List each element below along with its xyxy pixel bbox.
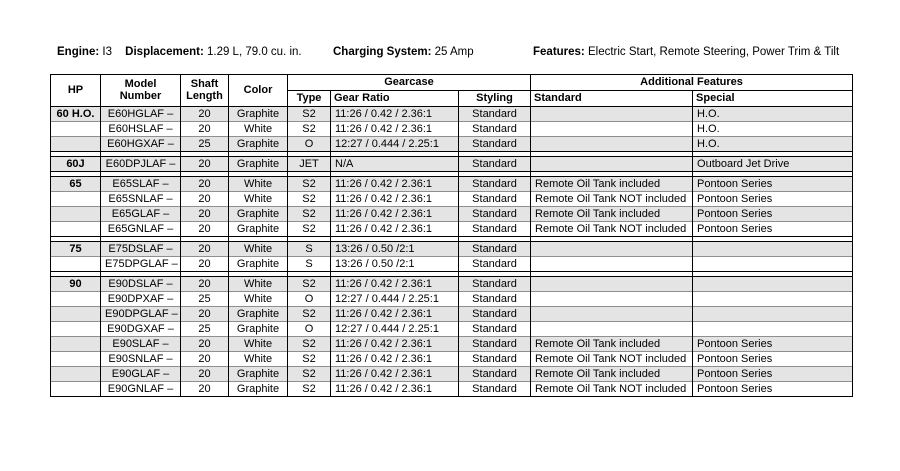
cell-ratio: 11:26 / 0.42 / 2.36:1 (331, 107, 459, 122)
cell-styling: Standard (459, 207, 531, 222)
table-row (51, 367, 853, 382)
cell-model: E65SNLAF – (101, 192, 181, 207)
charging-value: 25 Amp (434, 46, 474, 58)
table-row (51, 382, 853, 397)
cell-type: S2 (288, 307, 331, 322)
cell-color: White (229, 242, 288, 257)
header-additional-features: Additional Features (531, 75, 853, 91)
table-row (51, 177, 853, 192)
header-standard: Standard (531, 91, 693, 107)
cell-type: S2 (288, 367, 331, 382)
cell-hp (51, 367, 101, 382)
cell-ratio: 13:26 / 0.50 /2:1 (331, 242, 459, 257)
cell-color: White (229, 122, 288, 137)
cell-standard (531, 322, 693, 337)
cell-styling: Standard (459, 322, 531, 337)
table-row (51, 292, 853, 307)
engine-label: Engine: (57, 46, 100, 58)
cell-ratio: 12:27 / 0.444 / 2.25:1 (331, 292, 459, 307)
header-type: Type (288, 91, 331, 107)
cell-special: H.O. (693, 107, 853, 122)
cell-special (693, 292, 853, 307)
cell-ratio: 12:27 / 0.444 / 2.25:1 (331, 137, 459, 152)
cell-model: E65GNLAF – (101, 222, 181, 237)
cell-special: Pontoon Series (693, 352, 853, 367)
cell-model: E90SNLAF – (101, 352, 181, 367)
cell-ratio: 11:26 / 0.42 / 2.36:1 (331, 192, 459, 207)
cell-standard (531, 157, 693, 172)
cell-standard (531, 277, 693, 292)
engine-displacement-spec (57, 46, 302, 58)
cell-shaft: 20 (181, 157, 229, 172)
table-row (51, 107, 853, 122)
cell-hp (51, 207, 101, 222)
cell-hp: 60 H.O. (51, 107, 101, 122)
header-special: Special (693, 91, 853, 107)
table-row (51, 277, 853, 292)
cell-color: Graphite (229, 107, 288, 122)
cell-hp: 65 (51, 177, 101, 192)
cell-styling: Standard (459, 177, 531, 192)
table-header (51, 75, 853, 107)
cell-ratio: 11:26 / 0.42 / 2.36:1 (331, 337, 459, 352)
displacement-label: Displacement: (125, 46, 204, 58)
cell-standard (531, 242, 693, 257)
cell-hp (51, 122, 101, 137)
cell-standard (531, 257, 693, 272)
cell-shaft: 20 (181, 382, 229, 397)
table-row (51, 137, 853, 152)
cell-color: White (229, 352, 288, 367)
cell-standard: Remote Oil Tank NOT included (531, 382, 693, 397)
cell-shaft: 25 (181, 322, 229, 337)
cell-hp (51, 382, 101, 397)
cell-shaft: 20 (181, 337, 229, 352)
cell-model: E60HSLAF – (101, 122, 181, 137)
cell-shaft: 20 (181, 307, 229, 322)
table-row (51, 322, 853, 337)
cell-standard: Remote Oil Tank included (531, 337, 693, 352)
cell-hp (51, 322, 101, 337)
cell-type: S2 (288, 337, 331, 352)
charging-system-spec (333, 46, 474, 58)
cell-standard (531, 307, 693, 322)
charging-label: Charging System: (333, 46, 432, 58)
cell-special: Pontoon Series (693, 337, 853, 352)
cell-ratio: 11:26 / 0.42 / 2.36:1 (331, 277, 459, 292)
cell-special: Pontoon Series (693, 177, 853, 192)
cell-styling: Standard (459, 192, 531, 207)
cell-type: S2 (288, 192, 331, 207)
cell-special: Pontoon Series (693, 367, 853, 382)
cell-color: White (229, 292, 288, 307)
features-spec (533, 46, 839, 58)
cell-shaft: 20 (181, 107, 229, 122)
cell-type: S2 (288, 207, 331, 222)
cell-styling: Standard (459, 277, 531, 292)
cell-type: S2 (288, 222, 331, 237)
spec-table-body (51, 107, 853, 397)
cell-styling: Standard (459, 137, 531, 152)
cell-hp (51, 192, 101, 207)
table-row (51, 207, 853, 222)
cell-color: Graphite (229, 322, 288, 337)
cell-model: E90SLAF – (101, 337, 181, 352)
cell-shaft: 20 (181, 122, 229, 137)
features-value: Electric Start, Remote Steering, Power Trim & Tilt (587, 46, 840, 58)
cell-ratio: 11:26 / 0.42 / 2.36:1 (331, 352, 459, 367)
cell-shaft: 20 (181, 352, 229, 367)
cell-hp (51, 337, 101, 352)
cell-color: Graphite (229, 222, 288, 237)
cell-hp (51, 292, 101, 307)
cell-special (693, 277, 853, 292)
cell-styling: Standard (459, 367, 531, 382)
cell-color: White (229, 337, 288, 352)
cell-standard: Remote Oil Tank included (531, 207, 693, 222)
cell-special: Outboard Jet Drive (693, 157, 853, 172)
cell-color: White (229, 177, 288, 192)
features-label: Features: (533, 46, 585, 58)
cell-styling: Standard (459, 222, 531, 237)
cell-model: E90DGXAF – (101, 322, 181, 337)
cell-standard (531, 107, 693, 122)
cell-shaft: 20 (181, 222, 229, 237)
cell-ratio: 11:26 / 0.42 / 2.36:1 (331, 382, 459, 397)
cell-shaft: 20 (181, 277, 229, 292)
cell-special (693, 257, 853, 272)
cell-shaft: 25 (181, 137, 229, 152)
cell-styling: Standard (459, 337, 531, 352)
cell-special: Pontoon Series (693, 222, 853, 237)
cell-type: S (288, 242, 331, 257)
cell-ratio: 11:26 / 0.42 / 2.36:1 (331, 367, 459, 382)
cell-type: JET (288, 157, 331, 172)
cell-hp: 90 (51, 277, 101, 292)
cell-model: E60HGLAF – (101, 107, 181, 122)
cell-standard: Remote Oil Tank NOT included (531, 192, 693, 207)
cell-hp (51, 352, 101, 367)
cell-styling: Standard (459, 307, 531, 322)
cell-special (693, 307, 853, 322)
cell-color: Graphite (229, 307, 288, 322)
cell-ratio: 11:26 / 0.42 / 2.36:1 (331, 307, 459, 322)
header-model-number: Model Number (101, 75, 181, 107)
header-styling: Styling (459, 91, 531, 107)
cell-type: S2 (288, 177, 331, 192)
cell-model: E90GLAF – (101, 367, 181, 382)
cell-hp (51, 307, 101, 322)
cell-model: E90GNLAF – (101, 382, 181, 397)
cell-styling: Standard (459, 382, 531, 397)
cell-special: Pontoon Series (693, 382, 853, 397)
table-row (51, 307, 853, 322)
cell-special: H.O. (693, 137, 853, 152)
cell-special: Pontoon Series (693, 192, 853, 207)
cell-special: H.O. (693, 122, 853, 137)
cell-type: S2 (288, 122, 331, 137)
cell-standard (531, 137, 693, 152)
cell-hp (51, 257, 101, 272)
cell-type: S2 (288, 352, 331, 367)
header-shaft-length: Shaft Length (181, 75, 229, 107)
cell-ratio: 11:26 / 0.42 / 2.36:1 (331, 177, 459, 192)
cell-type: S2 (288, 107, 331, 122)
cell-model: E90DPGLAF – (101, 307, 181, 322)
engine-value: I3 (102, 46, 112, 58)
cell-color: Graphite (229, 207, 288, 222)
table-row (51, 122, 853, 137)
header-color: Color (229, 75, 288, 107)
header-row-top (51, 75, 853, 91)
cell-special (693, 242, 853, 257)
cell-model: E65GLAF – (101, 207, 181, 222)
cell-color: Graphite (229, 157, 288, 172)
cell-type: S2 (288, 382, 331, 397)
cell-model: E75DPGLAF – (101, 257, 181, 272)
cell-styling: Standard (459, 257, 531, 272)
cell-shaft: 20 (181, 367, 229, 382)
cell-type: O (288, 137, 331, 152)
cell-ratio: 11:26 / 0.42 / 2.36:1 (331, 207, 459, 222)
header-gearcase: Gearcase (288, 75, 531, 91)
table-row (51, 257, 853, 272)
cell-ratio: 11:26 / 0.42 / 2.36:1 (331, 222, 459, 237)
cell-model: E65SLAF – (101, 177, 181, 192)
cell-hp (51, 137, 101, 152)
cell-hp (51, 222, 101, 237)
cell-hp: 60J (51, 157, 101, 172)
model-spec-table (50, 74, 853, 397)
cell-model: E60HGXAF – (101, 137, 181, 152)
cell-color: Graphite (229, 137, 288, 152)
cell-styling: Standard (459, 242, 531, 257)
cell-styling: Standard (459, 107, 531, 122)
cell-special (693, 322, 853, 337)
cell-styling: Standard (459, 122, 531, 137)
cell-model: E90DSLAF – (101, 277, 181, 292)
cell-standard (531, 122, 693, 137)
cell-styling: Standard (459, 292, 531, 307)
cell-model: E90DPXAF – (101, 292, 181, 307)
cell-shaft: 20 (181, 192, 229, 207)
cell-styling: Standard (459, 352, 531, 367)
cell-shaft: 20 (181, 242, 229, 257)
cell-styling: Standard (459, 157, 531, 172)
header-hp: HP (51, 75, 101, 107)
cell-model: E75DSLAF – (101, 242, 181, 257)
cell-shaft: 20 (181, 177, 229, 192)
cell-shaft: 25 (181, 292, 229, 307)
cell-color: Graphite (229, 367, 288, 382)
displacement-value: 1.29 L, 79.0 cu. in. (206, 46, 302, 58)
cell-color: White (229, 277, 288, 292)
cell-standard: Remote Oil Tank included (531, 177, 693, 192)
cell-type: O (288, 322, 331, 337)
cell-type: S2 (288, 277, 331, 292)
table-row (51, 157, 853, 172)
table-row (51, 192, 853, 207)
cell-standard: Remote Oil Tank included (531, 367, 693, 382)
cell-model: E60DPJLAF – (101, 157, 181, 172)
cell-hp: 75 (51, 242, 101, 257)
cell-ratio: N/A (331, 157, 459, 172)
table-row (51, 352, 853, 367)
table-row (51, 222, 853, 237)
header-gear-ratio: Gear Ratio (331, 91, 459, 107)
cell-color: Graphite (229, 257, 288, 272)
cell-special: Pontoon Series (693, 207, 853, 222)
cell-standard (531, 292, 693, 307)
cell-ratio: 12:27 / 0.444 / 2.25:1 (331, 322, 459, 337)
cell-type: S (288, 257, 331, 272)
cell-type: O (288, 292, 331, 307)
cell-shaft: 20 (181, 257, 229, 272)
cell-ratio: 13:26 / 0.50 /2:1 (331, 257, 459, 272)
cell-color: Graphite (229, 382, 288, 397)
cell-standard: Remote Oil Tank NOT included (531, 352, 693, 367)
table-row (51, 242, 853, 257)
cell-shaft: 20 (181, 207, 229, 222)
table-row (51, 337, 853, 352)
cell-standard: Remote Oil Tank NOT included (531, 222, 693, 237)
cell-ratio: 11:26 / 0.42 / 2.36:1 (331, 122, 459, 137)
cell-color: White (229, 192, 288, 207)
